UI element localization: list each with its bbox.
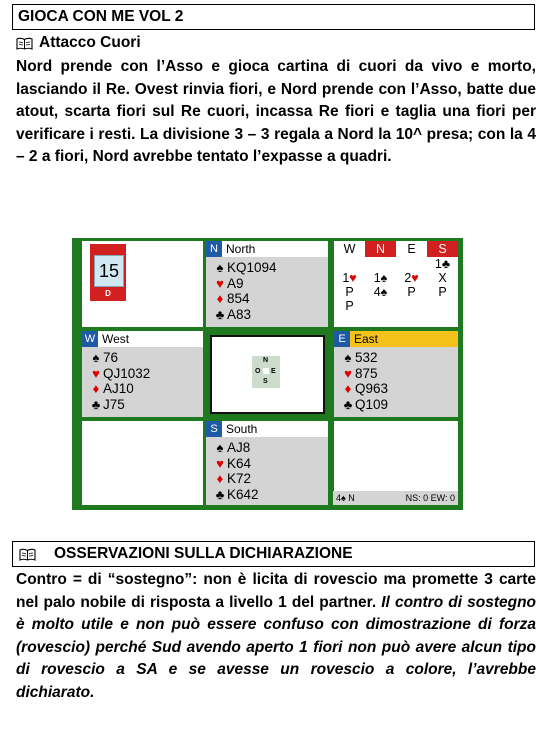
auction-row — [334, 271, 458, 285]
section2-heading: OSSERVAZIONI SULLA DICHIARAZIONE — [54, 545, 353, 562]
east-diamonds: Q963 — [355, 381, 389, 396]
south-diamonds: K72 — [227, 471, 252, 486]
auction-row — [334, 257, 458, 271]
auction-header-w: W — [343, 242, 356, 256]
north-spades: KQ1094 — [227, 260, 277, 275]
bid — [427, 299, 458, 313]
contract-display: 4♠ N — [336, 493, 355, 503]
compass — [252, 356, 280, 388]
bid: 2♥ — [404, 271, 419, 285]
west-dir-badge: W — [82, 331, 98, 347]
dealer-marker: D — [105, 289, 111, 298]
heart-icon: ♥ — [216, 455, 224, 471]
south-dir-badge: S — [206, 421, 222, 437]
book-icon — [16, 37, 33, 50]
heart-icon: ♥ — [216, 275, 224, 291]
club-icon: ♣ — [343, 396, 353, 412]
section1-paragraph: Nord prende con l’Asso e gioca cartina di cuori da vivo e morto, lasciando il Re. Ovest rinvia fiori, e Nord prende con l’Asso, batte due atout, scarta fiori sul Re cuori, incassa Re fiori e taglia una fiori per verificare i resti. La divisione 3 – 3 regala a Nord la 10^ presa; con la 4 – 2 a fiori, Nord avrebbe tentato l’expasse a quadri. — [16, 58, 536, 165]
west-diamonds: AJ10 — [103, 381, 134, 396]
west-clubs: J75 — [103, 396, 125, 412]
auction-header-e: E — [407, 242, 416, 256]
bid: 4♠ — [373, 285, 388, 299]
compass-s: S — [263, 378, 268, 385]
section2-heading-box — [12, 541, 535, 567]
auction-header-s: S — [427, 241, 458, 257]
auction-header-n: N — [365, 241, 396, 257]
spade-icon: ♠ — [344, 350, 352, 365]
east-dir-badge: E — [334, 331, 350, 347]
page-title: GIOCA CON ME VOL 2 — [18, 8, 184, 25]
north-clubs: A83 — [227, 306, 252, 322]
east-hearts: 875 — [355, 365, 378, 381]
heart-icon: ♥ — [92, 365, 100, 381]
bid: P — [345, 285, 354, 299]
section2-text-plain: Contro = di “sostegno”: non è licita di rovescio ma promette 3 carte nel palo nobile di risposta a livello 1 del partner. — [16, 571, 536, 611]
section2-text-italic: Il contro di sostegno è molto utile e non può essere confuso con dimostrazione di forza (rovescio) perché Sud avendo aperto 1 fiori non può avere alcun tipo di rovescio a SA e se avesse un rovescio a colore, l’avrebbe dichiarato. — [16, 593, 537, 701]
section1-heading-text: Attacco Cuori — [39, 34, 141, 51]
bid: P — [438, 285, 447, 299]
north-diamonds: 854 — [227, 291, 250, 306]
bid: P — [345, 299, 354, 313]
north-name: North — [226, 242, 256, 256]
east-name: East — [354, 332, 379, 346]
auction-box — [334, 241, 458, 327]
spade-icon: ♠ — [92, 350, 100, 365]
diamond-icon: ♦ — [344, 381, 352, 396]
bid — [396, 299, 427, 313]
diamond-icon: ♦ — [216, 471, 224, 486]
north-hand — [206, 241, 328, 327]
compass-e: E — [271, 368, 276, 375]
north-dir-badge: N — [206, 241, 222, 257]
west-hearts: QJ1032 — [103, 365, 151, 381]
section2-paragraph — [16, 569, 536, 704]
east-clubs: Q109 — [355, 396, 389, 412]
book-icon — [19, 548, 36, 561]
south-hand — [206, 421, 328, 505]
club-icon: ♣ — [91, 396, 101, 412]
east-hand — [334, 331, 458, 417]
compass-n: N — [263, 357, 269, 364]
heart-icon: ♥ — [344, 365, 352, 381]
diamond-icon: ♦ — [92, 381, 100, 396]
bid — [396, 257, 427, 271]
south-hearts: K64 — [227, 455, 252, 471]
east-spades: 532 — [355, 350, 378, 365]
title-box — [12, 4, 535, 30]
bid: 1♣ — [434, 257, 451, 271]
auction-row — [334, 285, 458, 299]
status-bar — [333, 491, 458, 505]
west-hand — [82, 331, 203, 417]
bid: X — [438, 271, 447, 285]
section1-heading — [16, 34, 141, 52]
west-name: West — [102, 332, 130, 346]
bid: 1♠ — [373, 271, 388, 285]
south-name: South — [226, 422, 258, 436]
west-spades: 76 — [103, 350, 119, 365]
score-display: NS: 0 EW: 0 — [405, 493, 455, 503]
bid — [334, 257, 365, 271]
compass-center — [263, 368, 269, 374]
auction-row — [334, 299, 458, 313]
diamond-icon: ♦ — [216, 291, 224, 306]
spade-icon: ♠ — [216, 440, 224, 455]
spade-icon: ♠ — [216, 260, 224, 275]
south-clubs: K642 — [227, 486, 259, 502]
south-spades: AJ8 — [227, 440, 251, 455]
north-hearts: A9 — [227, 275, 244, 291]
club-icon: ♣ — [215, 306, 225, 322]
bid — [365, 257, 396, 271]
bid — [365, 299, 396, 313]
empty-cell-sw — [82, 421, 203, 505]
club-icon: ♣ — [215, 486, 225, 502]
bid: 1♥ — [342, 271, 357, 285]
compass-o: O — [255, 368, 261, 375]
board-number: 15 — [94, 255, 124, 287]
bid: P — [407, 285, 416, 299]
board-number-box — [90, 244, 126, 301]
